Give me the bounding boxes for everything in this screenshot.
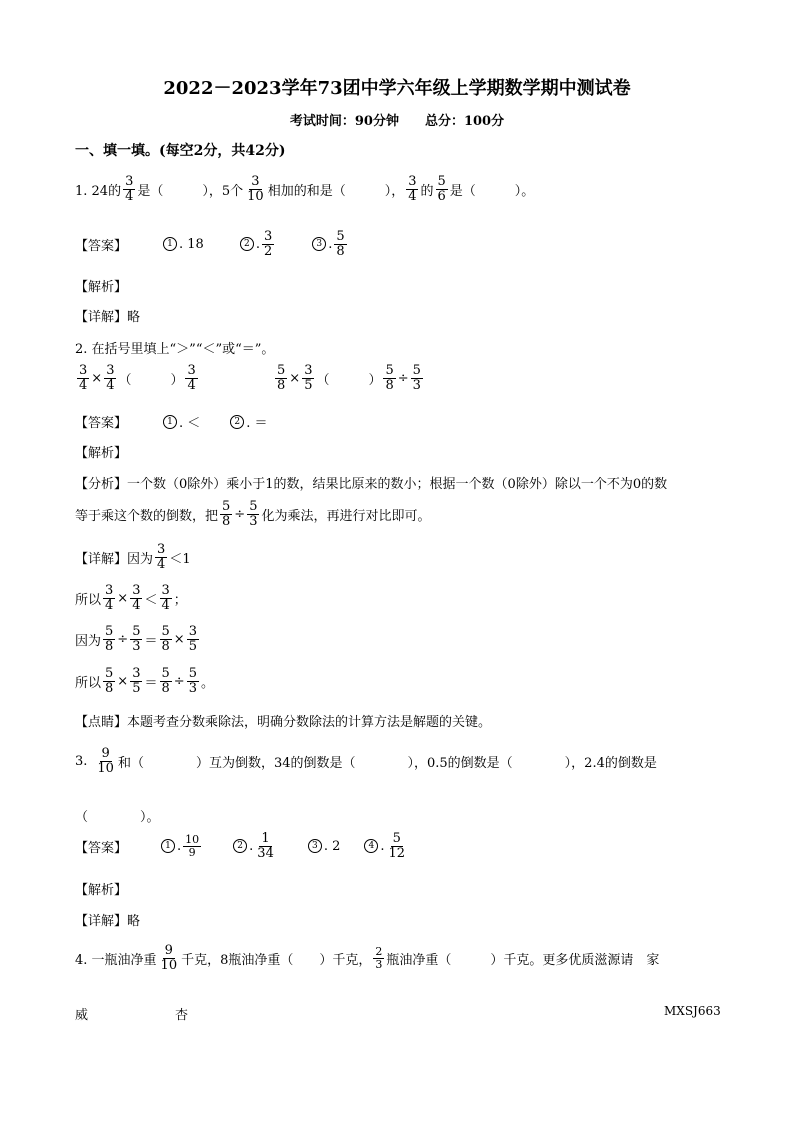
q3-answer: 【答案】 1 . $\frac{10}{9}$ 2 . $\frac{1}{34}$ 3 . 2 4 . $\frac{5}{12}$ xyxy=(75,831,406,861)
fraction: $\frac{3}{4}$ xyxy=(106,363,115,393)
answer-number-3: 3 xyxy=(308,839,322,853)
answer-label: 【答案】 xyxy=(75,238,128,254)
footer-code: MXSJ663 xyxy=(664,1004,721,1018)
q1-analysis-label: 【解析】 xyxy=(75,280,128,295)
detail-label: 【详解】 xyxy=(75,551,128,567)
q3-answer-3: . 2 xyxy=(323,838,341,854)
times-sign: × xyxy=(91,370,103,386)
fenxi-text: 化为乘法，再进行对比即可。 xyxy=(261,508,431,524)
q3-line-2: （ ）。 xyxy=(75,810,160,825)
answer-number-3: 3 xyxy=(312,237,326,251)
q2-detail-line-4 xyxy=(75,667,214,695)
answer-number-2: 2 xyxy=(233,839,247,853)
q1-detail xyxy=(75,306,140,325)
fraction: $\frac{5}{12}$ xyxy=(388,831,406,861)
divide-sign: ÷ xyxy=(234,506,246,522)
q2-answer xyxy=(75,412,268,431)
fraction: $\frac{5}{3}$ xyxy=(188,666,197,696)
fraction: $\frac{5}{8}$ xyxy=(222,499,231,529)
fraction: $\frac{10}{9}$ xyxy=(185,833,200,859)
q4-text: 瓶油净重（ ）千克。更多优质滋源请 家 xyxy=(386,952,660,968)
section-heading: 一、填一填。(每空2分，共42分) xyxy=(75,143,286,159)
times-sign: × xyxy=(117,590,129,606)
q3-detail xyxy=(75,910,140,929)
divide-sign: ÷ xyxy=(397,370,409,386)
q1-detail-text: 略 xyxy=(127,310,141,325)
answer-number-4: 4 xyxy=(364,839,378,853)
q1-text-3: 相加的和是（ ）， xyxy=(267,183,405,199)
equals-sign: ＝ xyxy=(144,675,158,691)
q3-text: 和（ ）互为倒数，34的倒数是（ ），0.5的倒数是（ ），2.4的倒数是 xyxy=(117,755,657,771)
q1-text-4: 的 xyxy=(420,183,434,199)
q1-fraction-1: $\frac{3}{4}$ xyxy=(125,174,134,204)
blank: （ ） xyxy=(118,372,184,388)
text: 所以 xyxy=(75,675,102,691)
fenxi-text: 等于乘这个数的倒数，把 xyxy=(75,508,219,524)
fraction: $\frac{3}{4}$ xyxy=(79,363,88,393)
question-number: 3. xyxy=(75,753,88,769)
q2-detail-line-3 xyxy=(75,625,201,653)
footer-mid: 杏 xyxy=(175,1008,189,1023)
fraction: $\frac{3}{4}$ xyxy=(157,542,166,572)
text: ＜1 xyxy=(169,551,191,567)
q2-fenxi-line-1 xyxy=(75,473,667,492)
fraction: $\frac{3}{5}$ xyxy=(188,624,197,654)
footer-left: 威 xyxy=(75,1008,89,1023)
dianjing-label: 【点睛】 xyxy=(75,715,128,730)
q4-text: 千克，8瓶油净重（ ）千克， xyxy=(181,952,372,968)
dianjing-text: 本题考查分数乘除法，明确分数除法的计算方法是解题的关键。 xyxy=(127,715,492,730)
fraction: $\frac{5}{8}$ xyxy=(385,363,394,393)
text: 所以 xyxy=(75,592,102,608)
answer-label: 【答案】 xyxy=(75,840,128,856)
q1-text-1: 1. 24的 xyxy=(75,183,122,199)
fraction: $\frac{5}{3}$ xyxy=(249,499,258,529)
q2-answer-2: . ＝ xyxy=(246,416,268,431)
q1-text-2: 是（ ），5个 xyxy=(137,183,244,199)
q3-analysis-label: 【解析】 xyxy=(75,883,128,898)
times-sign: × xyxy=(117,673,129,689)
fraction: $\frac{3}{4}$ xyxy=(187,363,196,393)
detail-label: 【详解】 xyxy=(75,914,128,929)
fenxi-label: 【分析】 xyxy=(75,477,128,492)
q1-fraction-2: $\frac{3}{10}$ xyxy=(247,174,264,204)
q1-fraction-3: $\frac{3}{4}$ xyxy=(408,174,417,204)
answer-number-2: 2 xyxy=(240,237,254,251)
fraction: $\frac{9}{10}$ xyxy=(160,943,178,973)
text: 因为 xyxy=(75,633,102,649)
page-title: 2022－2023学年73团中学六年级上学期数学期中测试卷 xyxy=(163,78,631,99)
fraction: $\frac{2}{3}$ xyxy=(375,945,383,971)
less-than-sign: ＜ xyxy=(144,592,158,608)
fraction: $\frac{9}{10}$ xyxy=(97,746,114,776)
q1-fraction-4: $\frac{5}{6}$ xyxy=(437,174,446,204)
answer-number-1: 1 xyxy=(161,839,175,853)
q2-detail-line-1 xyxy=(75,543,191,571)
divide-sign: ÷ xyxy=(173,673,185,689)
fraction: $\frac{3}{5}$ xyxy=(132,666,141,696)
answer-label: 【答案】 xyxy=(75,416,128,431)
q1-answer-1: . 18 xyxy=(179,236,204,252)
answer-number-2: 2 xyxy=(230,415,244,429)
fraction: $\frac{3}{4}$ xyxy=(161,583,170,613)
q2-expression-1 xyxy=(75,364,200,392)
q2-dianjing xyxy=(75,711,491,730)
answer-number-1: 1 xyxy=(163,415,177,429)
q2-analysis-label: 【解析】 xyxy=(75,446,128,461)
text: 因为 xyxy=(127,551,154,567)
q1-answer: 【答案】 1 . 18 2 . $\frac{3}{2}$ 3 . $\frac{5}{8}$ xyxy=(75,229,345,259)
fraction: $\frac{5}{8}$ xyxy=(161,666,170,696)
fraction: $\frac{3}{4}$ xyxy=(132,583,141,613)
exam-info: 考试时间：90分钟 总分：100分 xyxy=(289,114,505,129)
q2-detail-line-2 xyxy=(75,584,187,612)
question-2: 2. 在括号里填上“＞”“＜”或“＝”。 xyxy=(75,342,275,357)
question-3 xyxy=(75,747,657,775)
question-1 xyxy=(75,175,534,203)
q1-answer-2-fraction: $\frac{3}{2}$ xyxy=(263,229,273,259)
detail-label: 【详解】 xyxy=(75,310,128,325)
question-4 xyxy=(75,944,659,972)
q2-fenxi-line-2 xyxy=(75,500,431,528)
q2-expression-2 xyxy=(273,364,425,392)
times-sign: × xyxy=(289,370,301,386)
answer-number-1: 1 xyxy=(163,237,177,251)
fenxi-text: 一个数（0除外）乘小于1的数，结果比原来的数小；根据一个数（0除外）除以一个不为0的数 xyxy=(127,477,668,492)
q4-text: 4. 一瓶油净重 xyxy=(75,952,157,968)
fraction: $\frac{5}{8}$ xyxy=(105,624,114,654)
fraction: $\frac{5}{8}$ xyxy=(277,363,286,393)
fraction: $\frac{1}{34}$ xyxy=(257,831,274,861)
fraction: $\frac{5}{8}$ xyxy=(105,666,114,696)
q1-text-5: 是（ ）。 xyxy=(449,183,535,199)
text: ； xyxy=(173,592,187,608)
fraction: $\frac{5}{8}$ xyxy=(161,624,170,654)
q1-answer-3-fraction: $\frac{5}{8}$ xyxy=(336,229,345,259)
fraction: $\frac{3}{5}$ xyxy=(304,363,313,393)
divide-sign: ÷ xyxy=(117,631,129,647)
fraction: $\frac{5}{3}$ xyxy=(132,624,141,654)
times-sign: × xyxy=(173,631,185,647)
blank: （ ） xyxy=(316,372,382,388)
text: 。 xyxy=(200,675,214,691)
fraction: $\frac{5}{3}$ xyxy=(412,363,421,393)
fraction: $\frac{3}{4}$ xyxy=(105,583,114,613)
equals-sign: ＝ xyxy=(144,633,158,649)
q3-detail-text: 略 xyxy=(127,914,141,929)
q2-answer-1: . ＜ xyxy=(179,416,201,431)
